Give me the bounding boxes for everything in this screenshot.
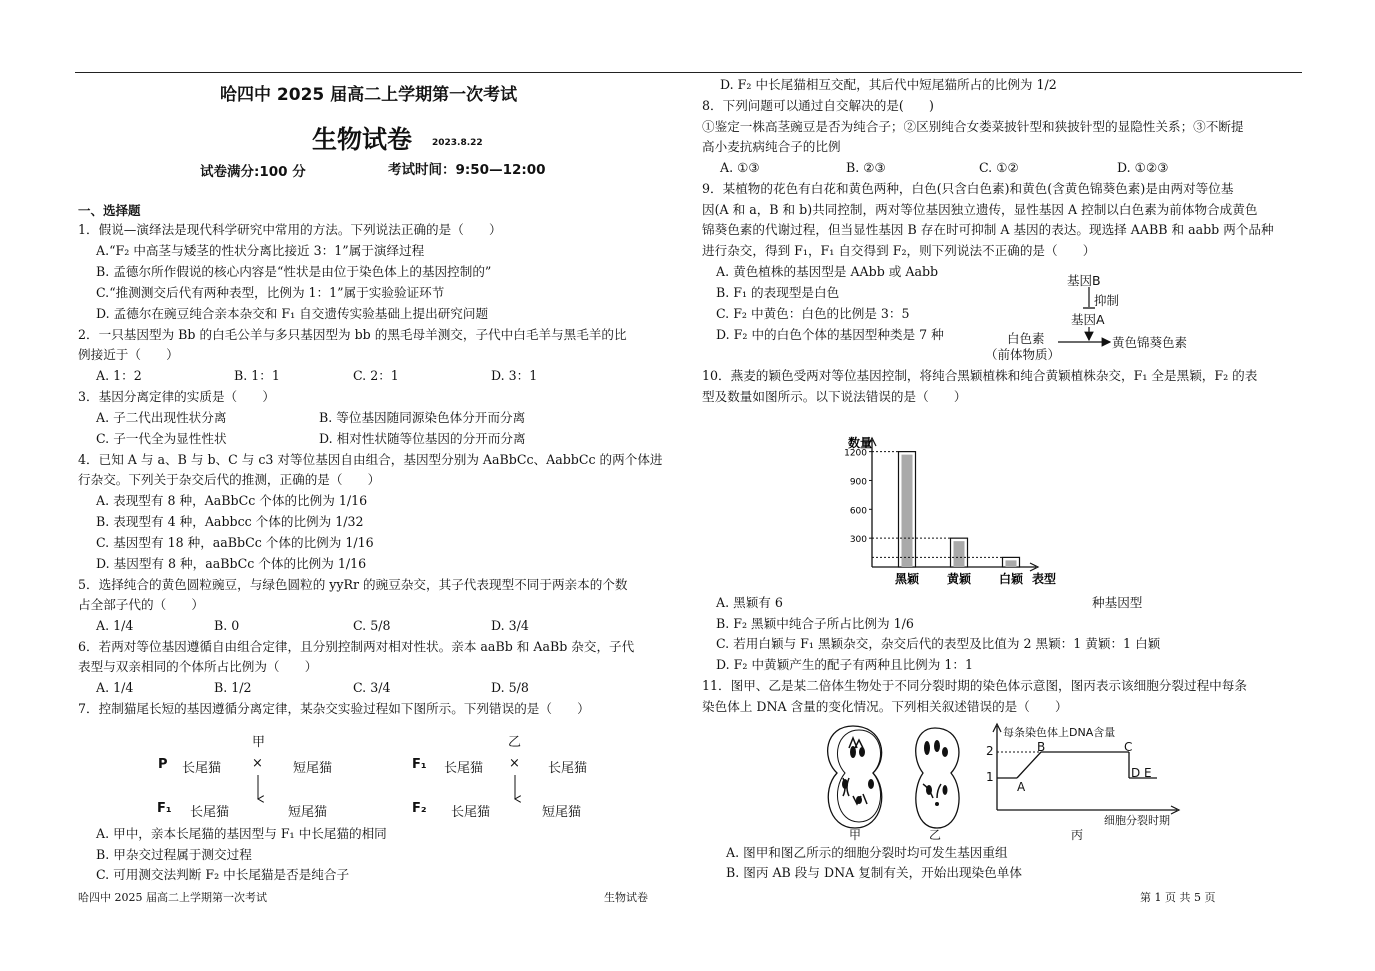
cross-yi-f1: F₁: [412, 757, 427, 772]
q10-option-c: C. 若用白颖与 F₁ 黑颖杂交，杂交后代的表型及比值为 2 黑颖：1 黄颖：1 白颖: [716, 636, 1161, 651]
q4-stem-line2: 行杂交。下列关于杂交后代的推测，正确的是（ ）: [78, 472, 381, 487]
q8-option-d: D. ①②③: [1117, 160, 1169, 175]
q5-stem-line1: 5．选择纯合的黄色圆粒豌豆，与绿色圆粒的 yyRr 的豌豆杂交，其子代表现型不同于两亲本的个数: [78, 577, 628, 592]
q8-option-a: A. ①③: [720, 160, 760, 175]
q3-stem: 3．基因分离定律的实质是（ ）: [78, 389, 275, 404]
q5-option-d: D. 3/4: [491, 618, 529, 633]
subject-title: 生物试卷: [312, 125, 413, 154]
q3-option-a: A. 子二代出现性状分离: [96, 410, 227, 425]
cross-jia-f1: F₁: [157, 801, 172, 816]
pathway-white-pigment: 白色素: [1007, 331, 1045, 346]
q5-option-c: C. 5/8: [353, 618, 391, 633]
q2-stem-line2: 例接近于（ ）: [78, 347, 179, 362]
cross-jia-offspring-short: 短尾猫: [288, 805, 328, 820]
q10-stem-line1: 10．燕麦的颖色受两对等位基因控制，将纯合黑颖植株和纯合黄颖植株杂交，F₁ 全是黑颖，F₂ 的表: [702, 368, 1258, 383]
q7-option-b: B. 甲杂交过程属于测交过程: [96, 847, 252, 862]
graph-ylabel: 每条染色体上DNA含量: [1003, 726, 1116, 739]
q7-option-d: D. F₂ 中长尾猫相互交配，其后代中短尾猫所占的比例为 1/2: [720, 77, 1057, 92]
q9-option-d: D. F₂ 中的白色个体的基因型种类是 7 种: [716, 327, 944, 342]
q2-option-b: B. 1：1: [234, 368, 280, 383]
q9-stem-line3: 锦葵色素的代谢过程，但当显性基因 B 存在时可抑制 A 基因的表达。现选择 AABB 和 aabb 两个品种: [702, 222, 1274, 237]
q8-stem: 8．下列问题可以通过自交解决的是( ): [702, 98, 934, 113]
q9-stem-line1: 9．某植物的花色有白花和黄色两种，白色(只含白色素)和黄色(含黄色锦葵色素)是由两对等位基: [702, 181, 1234, 196]
q1-stem: 1．假说—演绎法是现代科学研究中常用的方法。下列说法正确的是（ ）: [78, 222, 502, 237]
q5-option-a: A. 1/4: [96, 618, 134, 633]
pathway-gene-a: 基因A: [1071, 312, 1105, 327]
footer-page: 第 1 页 共 5 页: [1140, 891, 1216, 904]
cross-yi-offspring-long: 长尾猫: [451, 805, 491, 820]
cross-yi-parent-long-1: 长尾猫: [444, 761, 484, 776]
graph-point-de: D E: [1131, 766, 1152, 780]
q7-stem: 7．控制猫尾长短的基因遵循分离定律，某杂交实验过程如下图所示。下列错误的是（ ）: [78, 701, 590, 716]
chart-bar-fill: [1006, 560, 1017, 567]
q10-option-b: B. F₂ 黑颖中纯合子所占比例为 1/6: [716, 616, 914, 631]
q5-stem-line2: 占全部子代的（ ）: [78, 597, 204, 612]
q11-stem-line1: 11．图甲、乙是某二倍体生物处于不同分裂时期的染色体示意图，图丙表示该细胞分裂过程中每条: [702, 678, 1247, 693]
q10-option-a-part2: 种基因型: [1092, 595, 1143, 610]
q6-option-a: A. 1/4: [96, 680, 134, 695]
q9-stem-line4: 进行杂交，得到 F₁，F₁ 自交得到 F₂，则下列说法不正确的是（ ）: [702, 243, 1096, 258]
q10-bar-chart: [830, 430, 1080, 595]
footer-left: 哈四中 2025 届高二上学期第一次考试: [78, 891, 267, 904]
cross-jia-parent-short: 短尾猫: [293, 761, 333, 776]
graph-point-c: C: [1124, 740, 1133, 754]
q3-option-b: B. 等位基因随同源染色体分开而分离: [319, 410, 526, 425]
chart-ytick-label: 600: [849, 506, 867, 517]
q2-option-a: A. 1：2: [96, 368, 142, 383]
cross-jia-p: P: [158, 757, 168, 772]
full-score: 试卷满分:100 分: [200, 164, 306, 180]
chart-ytick-label: 900: [849, 477, 867, 488]
graph-xlabel: 细胞分裂时期: [1104, 814, 1170, 827]
q10-option-a-part1: A. 黑颖有 6: [716, 595, 783, 610]
q1-option-c: C.“推测测交后代有两种表型，比例为 1：1”属于实验验证环节: [96, 285, 445, 300]
q8-option-c: C. ①②: [979, 160, 1019, 175]
graph-y-tick-1: 1: [986, 770, 994, 784]
q2-stem-line1: 2．一只基因型为 Bb 的白毛公羊与多只基因型为 bb 的黑毛母羊测交，子代中白毛羊与黑毛羊的比: [78, 327, 627, 342]
q6-stem-line1: 6．若两对等位基因遵循自由组合定律，且分别控制两对相对性状。亲本 aaBb 和 AaBb 杂交，子代: [78, 639, 635, 654]
q9-option-c: C. F₂ 中黄色：白色的比例是 3：5: [716, 306, 910, 321]
chart-xlabel: 表型: [1032, 572, 1057, 586]
chart-ylabel: 数量: [847, 436, 873, 450]
cross-jia-offspring-long: 长尾猫: [190, 805, 230, 820]
q5-option-b: B. 0: [214, 618, 240, 633]
cross-yi-f2: F₂: [412, 801, 427, 816]
q4-stem-line1: 4．已知 A 与 a、B 与 b、C 与 c3 对等位基因自由组合，基因型分别为 AaBbCc、AabbCc 的两个体进: [78, 452, 663, 467]
cell-jia-drawing: [828, 726, 882, 828]
q1-option-b: B. 孟德尔所作假说的核心内容是“性状是由位于染色体上的基因控制的”: [96, 264, 492, 279]
chart-category-label: 白颖: [998, 572, 1024, 586]
q6-option-c: C. 3/4: [353, 680, 391, 695]
cell-yi-drawing: [916, 728, 959, 828]
chart-ytick-label: 300: [849, 535, 867, 546]
chart-bar-fill: [954, 541, 965, 567]
chart-category-label: 黑颖: [894, 572, 920, 586]
graph-y-tick-2: 2: [986, 744, 994, 758]
school-title: 哈四中 2025 届高二上学期第一次考试: [220, 85, 518, 105]
pathway-gene-b: 基因B: [1067, 273, 1101, 288]
pathway-inhibit-label: 抑制: [1094, 293, 1120, 308]
graph-point-b: B: [1037, 740, 1046, 754]
q8-body-line2: 高小麦抗病纯合子的比例: [702, 139, 841, 154]
cross-jia-label: 甲: [252, 735, 266, 750]
cell-jia-label: 甲: [849, 828, 862, 842]
q8-option-b: B. ②③: [846, 160, 886, 175]
q8-body-line1: ①鉴定一株高茎豌豆是否为纯合子；②区别纯合女娄菜披针型和狭披针型的显隐性关系；③不断提: [702, 119, 1244, 134]
q2-option-d: D. 3：1: [491, 368, 538, 383]
q4-option-a: A. 表现型有 8 种，AaBbCc 个体的比例为 1/16: [96, 493, 368, 508]
chart-category-label: 黄颖: [946, 572, 972, 586]
q11-stem-line2: 染色体上 DNA 含量的变化情况。下列相关叙述错误的是（ ）: [702, 699, 1068, 714]
q11-option-a: A. 图甲和图乙所示的细胞分裂时均可发生基因重组: [726, 845, 1008, 860]
q11-option-b: B. 图丙 AB 段与 DNA 复制有关，开始出现染色单体: [726, 865, 1022, 880]
cross-yi-offspring-short: 短尾猫: [542, 805, 582, 820]
q4-option-b: B. 表现型有 4 种，Aabbcc 个体的比例为 1/32: [96, 514, 364, 529]
pathway-precursor: （前体物质）: [985, 347, 1061, 362]
cross-yi-cross-sign: ×: [509, 756, 520, 771]
q7-option-a: A. 甲中，亲本长尾猫的基因型与 F₁ 中长尾猫的相同: [96, 826, 387, 841]
exam-time: 考试时间：9:50—12:00: [388, 162, 546, 178]
chart-bar-fill: [902, 455, 913, 567]
q2-option-c: C. 2：1: [353, 368, 399, 383]
q6-option-b: B. 1/2: [214, 680, 252, 695]
q1-option-a: A.“F₂ 中高茎与矮茎的性状分离比接近 3：1”属于演绎过程: [96, 243, 425, 258]
q10-option-d: D. F₂ 中黄颖产生的配子有两种且比例为 1：1: [716, 657, 973, 672]
cell-yi-label: 乙: [929, 828, 942, 842]
chart-ytick-label: 1200: [844, 448, 867, 459]
graph-bing-label: 丙: [1071, 828, 1084, 842]
q3-option-c: C. 子一代全为显性性状: [96, 431, 227, 446]
pathway-yellow-pigment: 黄色锦葵色素: [1112, 335, 1188, 350]
q3-option-d: D. 相对性状随等位基因的分开而分离: [319, 431, 526, 446]
exam-date: 2023.8.22: [432, 138, 483, 148]
graph-point-a: A: [1017, 780, 1026, 794]
pathway-arrows: [1000, 270, 1130, 350]
q9-option-a: A. 黄色植株的基因型是 AAbb 或 Aabb: [716, 264, 939, 279]
cross-jia-parent-long: 长尾猫: [182, 761, 222, 776]
q9-option-b: B. F₁ 的表现型是白色: [716, 285, 840, 300]
cross-jia-cross-sign: ×: [252, 756, 263, 771]
section-heading: 一、选择题: [78, 203, 141, 218]
q4-option-c: C. 基因型有 18 种，aaBbCc 个体的比例为 1/16: [96, 535, 374, 550]
q7-option-c: C. 可用测交法判断 F₂ 中长尾猫是否是纯合子: [96, 867, 350, 882]
q1-option-d: D. 孟德尔在豌豆纯合亲本杂交和 F₁ 自交遗传实验基础上提出研究问题: [96, 306, 489, 321]
cross-yi-label: 乙: [508, 735, 522, 750]
cross-yi-parent-long-2: 长尾猫: [548, 761, 588, 776]
q4-option-d: D. 基因型有 8 种，aaBbCc 个体的比例为 1/16: [96, 556, 367, 571]
footer-middle: 生物试卷: [604, 891, 648, 904]
q10-stem-line2: 型及数量如图所示。以下说法错误的是（ ）: [702, 389, 967, 404]
q9-stem-line2: 因(A 和 a，B 和 b)共同控制，两对等位基因独立遗传，显性基因 A 控制以白色素为前体物合成黄色: [702, 202, 1258, 217]
q6-stem-line2: 表型与双亲相同的个体所占比例为（ ）: [78, 659, 318, 674]
q6-option-d: D. 5/8: [491, 680, 529, 695]
